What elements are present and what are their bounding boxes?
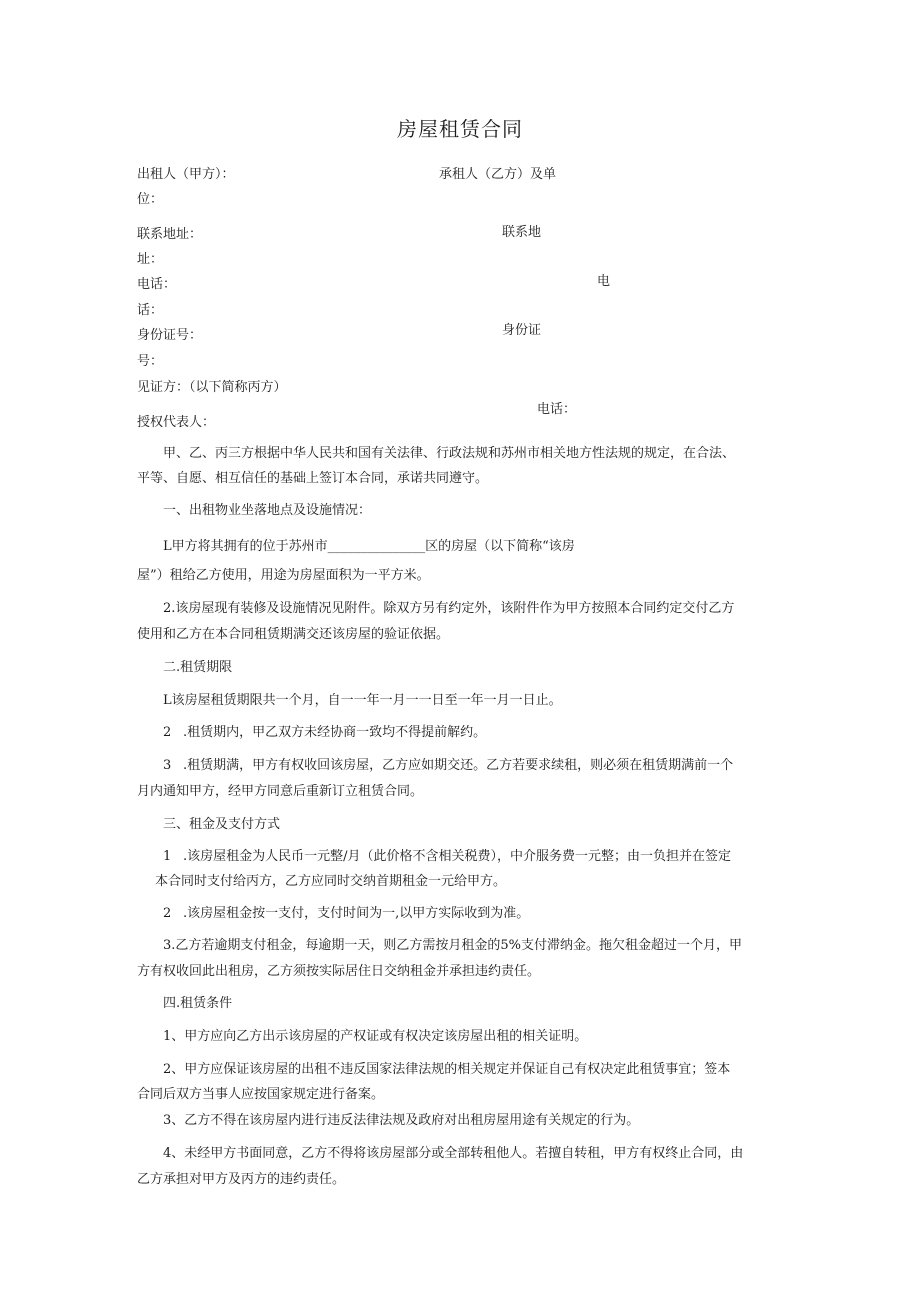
preamble-line-1: 甲、乙、丙三方根据中华人民共和国有关法律、行政法规和苏州市相关地方性法规的规定，在合法、 [163, 446, 736, 461]
section-4-heading: 四.租赁条件 [163, 996, 233, 1011]
lessor-label: 出租人（甲方）： [137, 167, 235, 182]
section-4-item-1: 1、甲方应向乙方出示该房屋的产权证或有权决定该房屋出租的相关证明。 [163, 1029, 588, 1044]
section-3-item-3-line-1: 3.乙方若逾期支付租金，每逾期一天，则乙方需按月租金的5%支付滞纳金。拖欠租金超过一个月，甲 [163, 938, 743, 953]
lessee-address-label: 联系地 [502, 225, 542, 240]
lessor-id-label: 身份证号： [137, 328, 203, 343]
witness-label: 见证方：（以下简称丙方） [137, 380, 287, 395]
section-1-item-2-line-2: 使用和乙方在本合同租赁期满交还该房屋的验证依据。 [137, 627, 450, 642]
address-cont: 址： [137, 252, 164, 267]
section-3-item-3-line-2: 方有权收回此出租房，乙方须按实际居住日交纳租金并承担违约责任。 [137, 964, 541, 979]
lessor-phone-label: 电话： [137, 277, 177, 292]
document-title: 房屋租赁合同 [397, 117, 523, 141]
lessee-id-label: 身份证 [502, 323, 542, 338]
section-2-heading: 二.租赁期限 [163, 660, 233, 675]
section-1-item-1-line-2: 屋”）租给乙方使用，用途为房屋面积为一平方米。 [137, 568, 430, 583]
section-3-item-2: .该房屋租金按一支付，支付时间为一,以甲方实际收到为准。 [183, 906, 530, 921]
section-4-item-2-line-1: 2、甲方应保证该房屋的出租不违反国家法律法规的相关规定并保证自己有权决定此租赁事宜；签本 [163, 1062, 731, 1077]
section-2-item-3-number: 3 [163, 758, 172, 773]
phone-cont: 话： [137, 303, 164, 318]
section-2-item-3-line-1: .租赁期满，甲方有权收回该房屋，乙方应如期交还。乙方若要求续租，则必须在租赁期满前一个 [183, 758, 734, 773]
authorized-rep-label: 授权代表人： [137, 415, 216, 430]
witness-phone-label: 电话： [537, 402, 577, 417]
id-cont: 号： [137, 354, 164, 369]
section-2-item-1: L该房屋租赁期限共一个月，自一一年一月一一日至一年一月一日止。 [163, 693, 562, 708]
section-2-item-2: .租赁期内，甲乙双方未经协商一致均不得提前解约。 [183, 725, 487, 740]
section-3-item-1-line-1: .该房屋租金为人民币一元整/月（此价格不含相关税费），中介服务费一元整；由一负担并在签定 [183, 849, 732, 864]
section-4-item-4-line-1: 4、未经甲方书面同意，乙方不得将该房屋部分或全部转租他人。若擅自转租，甲方有权终止合同，由 [163, 1146, 744, 1161]
section-1-heading: 一、出租物业坐落地点及设施情况： [163, 503, 372, 518]
lessee-phone-label: 电 [597, 274, 611, 289]
section-1-item-2-line-1: 2.该房屋现有装修及设施情况见附件。除双方另有约定外，该附件作为甲方按照本合同约定交付乙方 [163, 601, 735, 616]
section-2-item-2-number: 2 [163, 725, 172, 740]
section-1-item-1-line-1: L甲方将其拥有的位于苏州市_______________区的房屋（以下简称“该房 [163, 539, 575, 554]
lessor-unit-cont: 位： [137, 192, 164, 207]
preamble-line-2: 平等、自愿、相互信任的基础上签订本合同，承诺共同遵守。 [137, 471, 489, 486]
section-3-item-2-number: 2 [163, 906, 172, 921]
section-2-item-3-line-2: 月内通知甲方，经甲方同意后重新订立租赁合同。 [137, 784, 424, 799]
section-3-item-1-line-2: 本合同时支付给丙方，乙方应同时交纳首期租金一元给甲方。 [155, 874, 507, 889]
section-4-item-2-line-2: 合同后双方当事人应按国家规定进行备案。 [137, 1087, 385, 1102]
section-4-item-4-line-2: 乙方承担对甲方及丙方的违约责任。 [137, 1172, 346, 1187]
section-4-item-3: 3、乙方不得在该房屋内进行违反法律法规及政府对出租房屋用途有关规定的行为。 [163, 1113, 640, 1128]
lessor-address-label: 联系地址： [137, 227, 203, 242]
section-3-item-1-number: 1 [163, 849, 172, 864]
lessee-label: 承租人（乙方）及单 [439, 167, 557, 182]
section-3-heading: 三、租金及支付方式 [163, 817, 281, 832]
